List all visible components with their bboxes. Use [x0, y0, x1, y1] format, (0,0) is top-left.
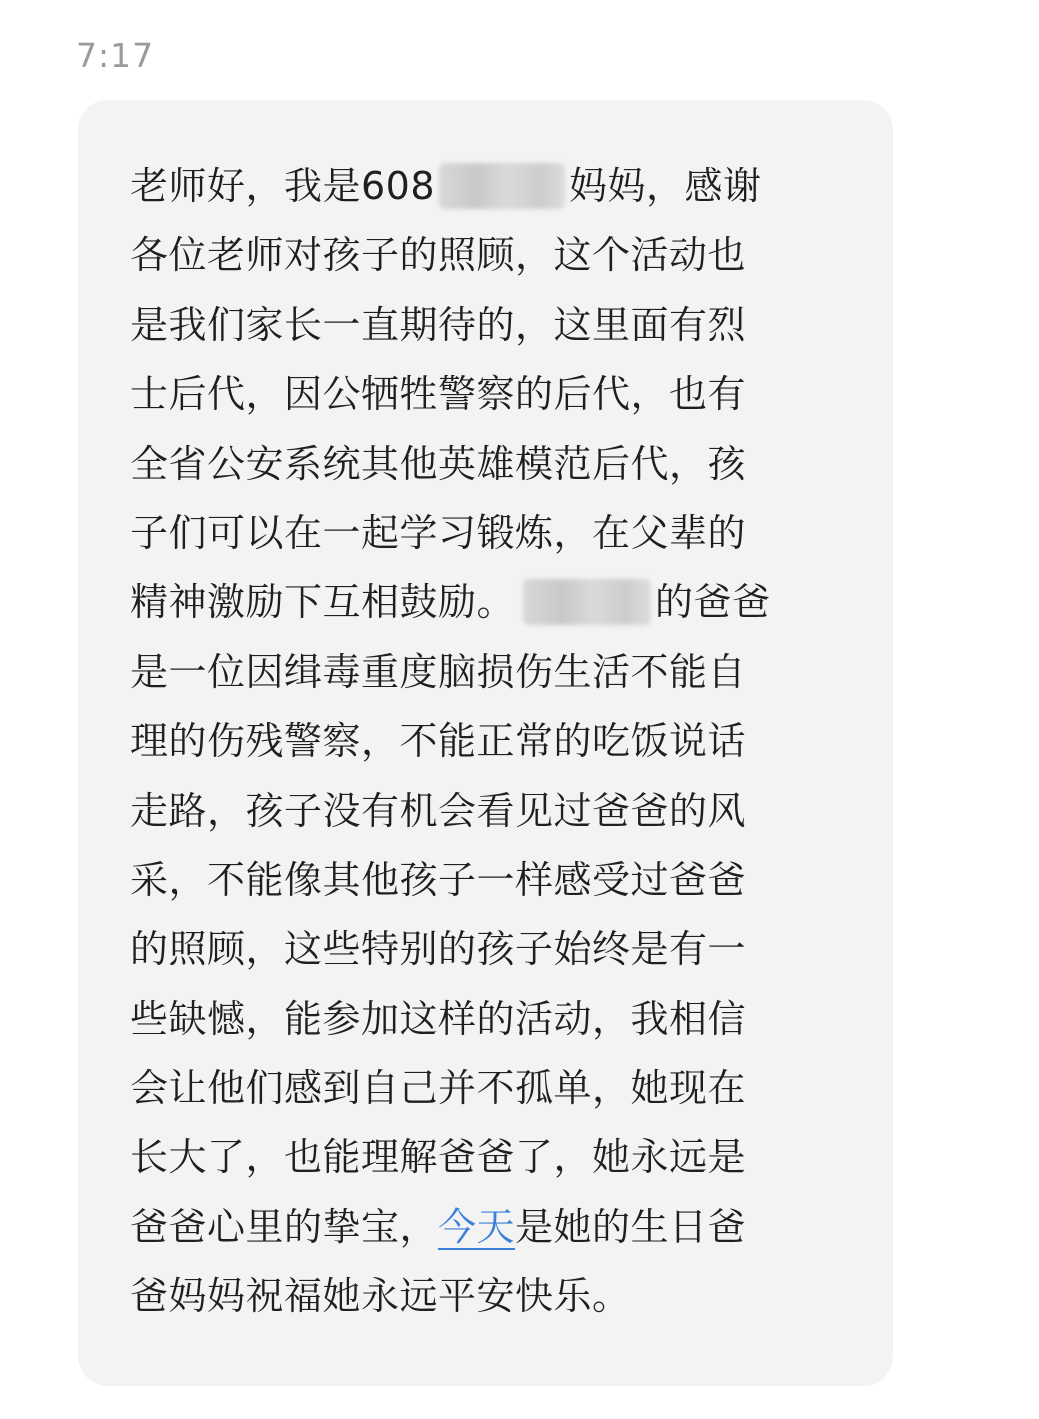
- message-text-segment: 精神激励下互相鼓励。: [130, 580, 516, 625]
- message-line: 是我们家长一直期待的，这里面有烈: [130, 302, 747, 347]
- message-line: 会让他们感到自己并不孤单，她现在: [130, 1066, 747, 1111]
- message-text: [130, 152, 850, 1332]
- message-text-segment: 爸爸心里的挚宝，: [130, 1204, 439, 1249]
- message-line: [130, 1193, 850, 1262]
- message-text-segment: 妈妈，感谢: [569, 164, 762, 208]
- message-line: 爸妈妈祝福她永远平安快乐。: [130, 1274, 631, 1319]
- redacted-name-blur: [523, 579, 651, 625]
- message-line: 全省公安系统其他英雄模范后代，孩: [130, 441, 747, 486]
- redacted-name-blur: [439, 163, 565, 209]
- message-line: 的照顾，这些特别的孩子始终是有一: [130, 927, 747, 972]
- message-line: 子们可以在一起学习锻炼，在父辈的: [130, 510, 747, 555]
- message-line: 采，不能像其他孩子一样感受过爸爸: [130, 857, 747, 902]
- message-line: 是一位因缉毒重度脑损伤生活不能自: [130, 649, 747, 694]
- message-text-segment: 老师好，我是608: [130, 164, 436, 208]
- message-line: 长大了，也能理解爸爸了，她永远是: [130, 1135, 747, 1180]
- date-link[interactable]: 今天: [438, 1204, 516, 1249]
- message-line: [130, 568, 850, 637]
- message-text-segment: 的爸爸: [655, 580, 771, 625]
- message-line: 些缺憾，能参加这样的活动，我相信: [130, 996, 747, 1041]
- message-line: 士后代，因公牺牲警察的后代，也有: [130, 372, 747, 417]
- message-line: 各位老师对孩子的照顾，这个活动也: [130, 233, 747, 278]
- message-line: 理的伤残警察，不能正常的吃饭说话: [130, 719, 747, 764]
- message-timestamp: 7:17: [76, 36, 155, 75]
- message-text-segment: 是她的生日爸: [515, 1204, 747, 1249]
- message-line: [130, 152, 850, 221]
- message-line: 走路，孩子没有机会看见过爸爸的风: [130, 788, 747, 833]
